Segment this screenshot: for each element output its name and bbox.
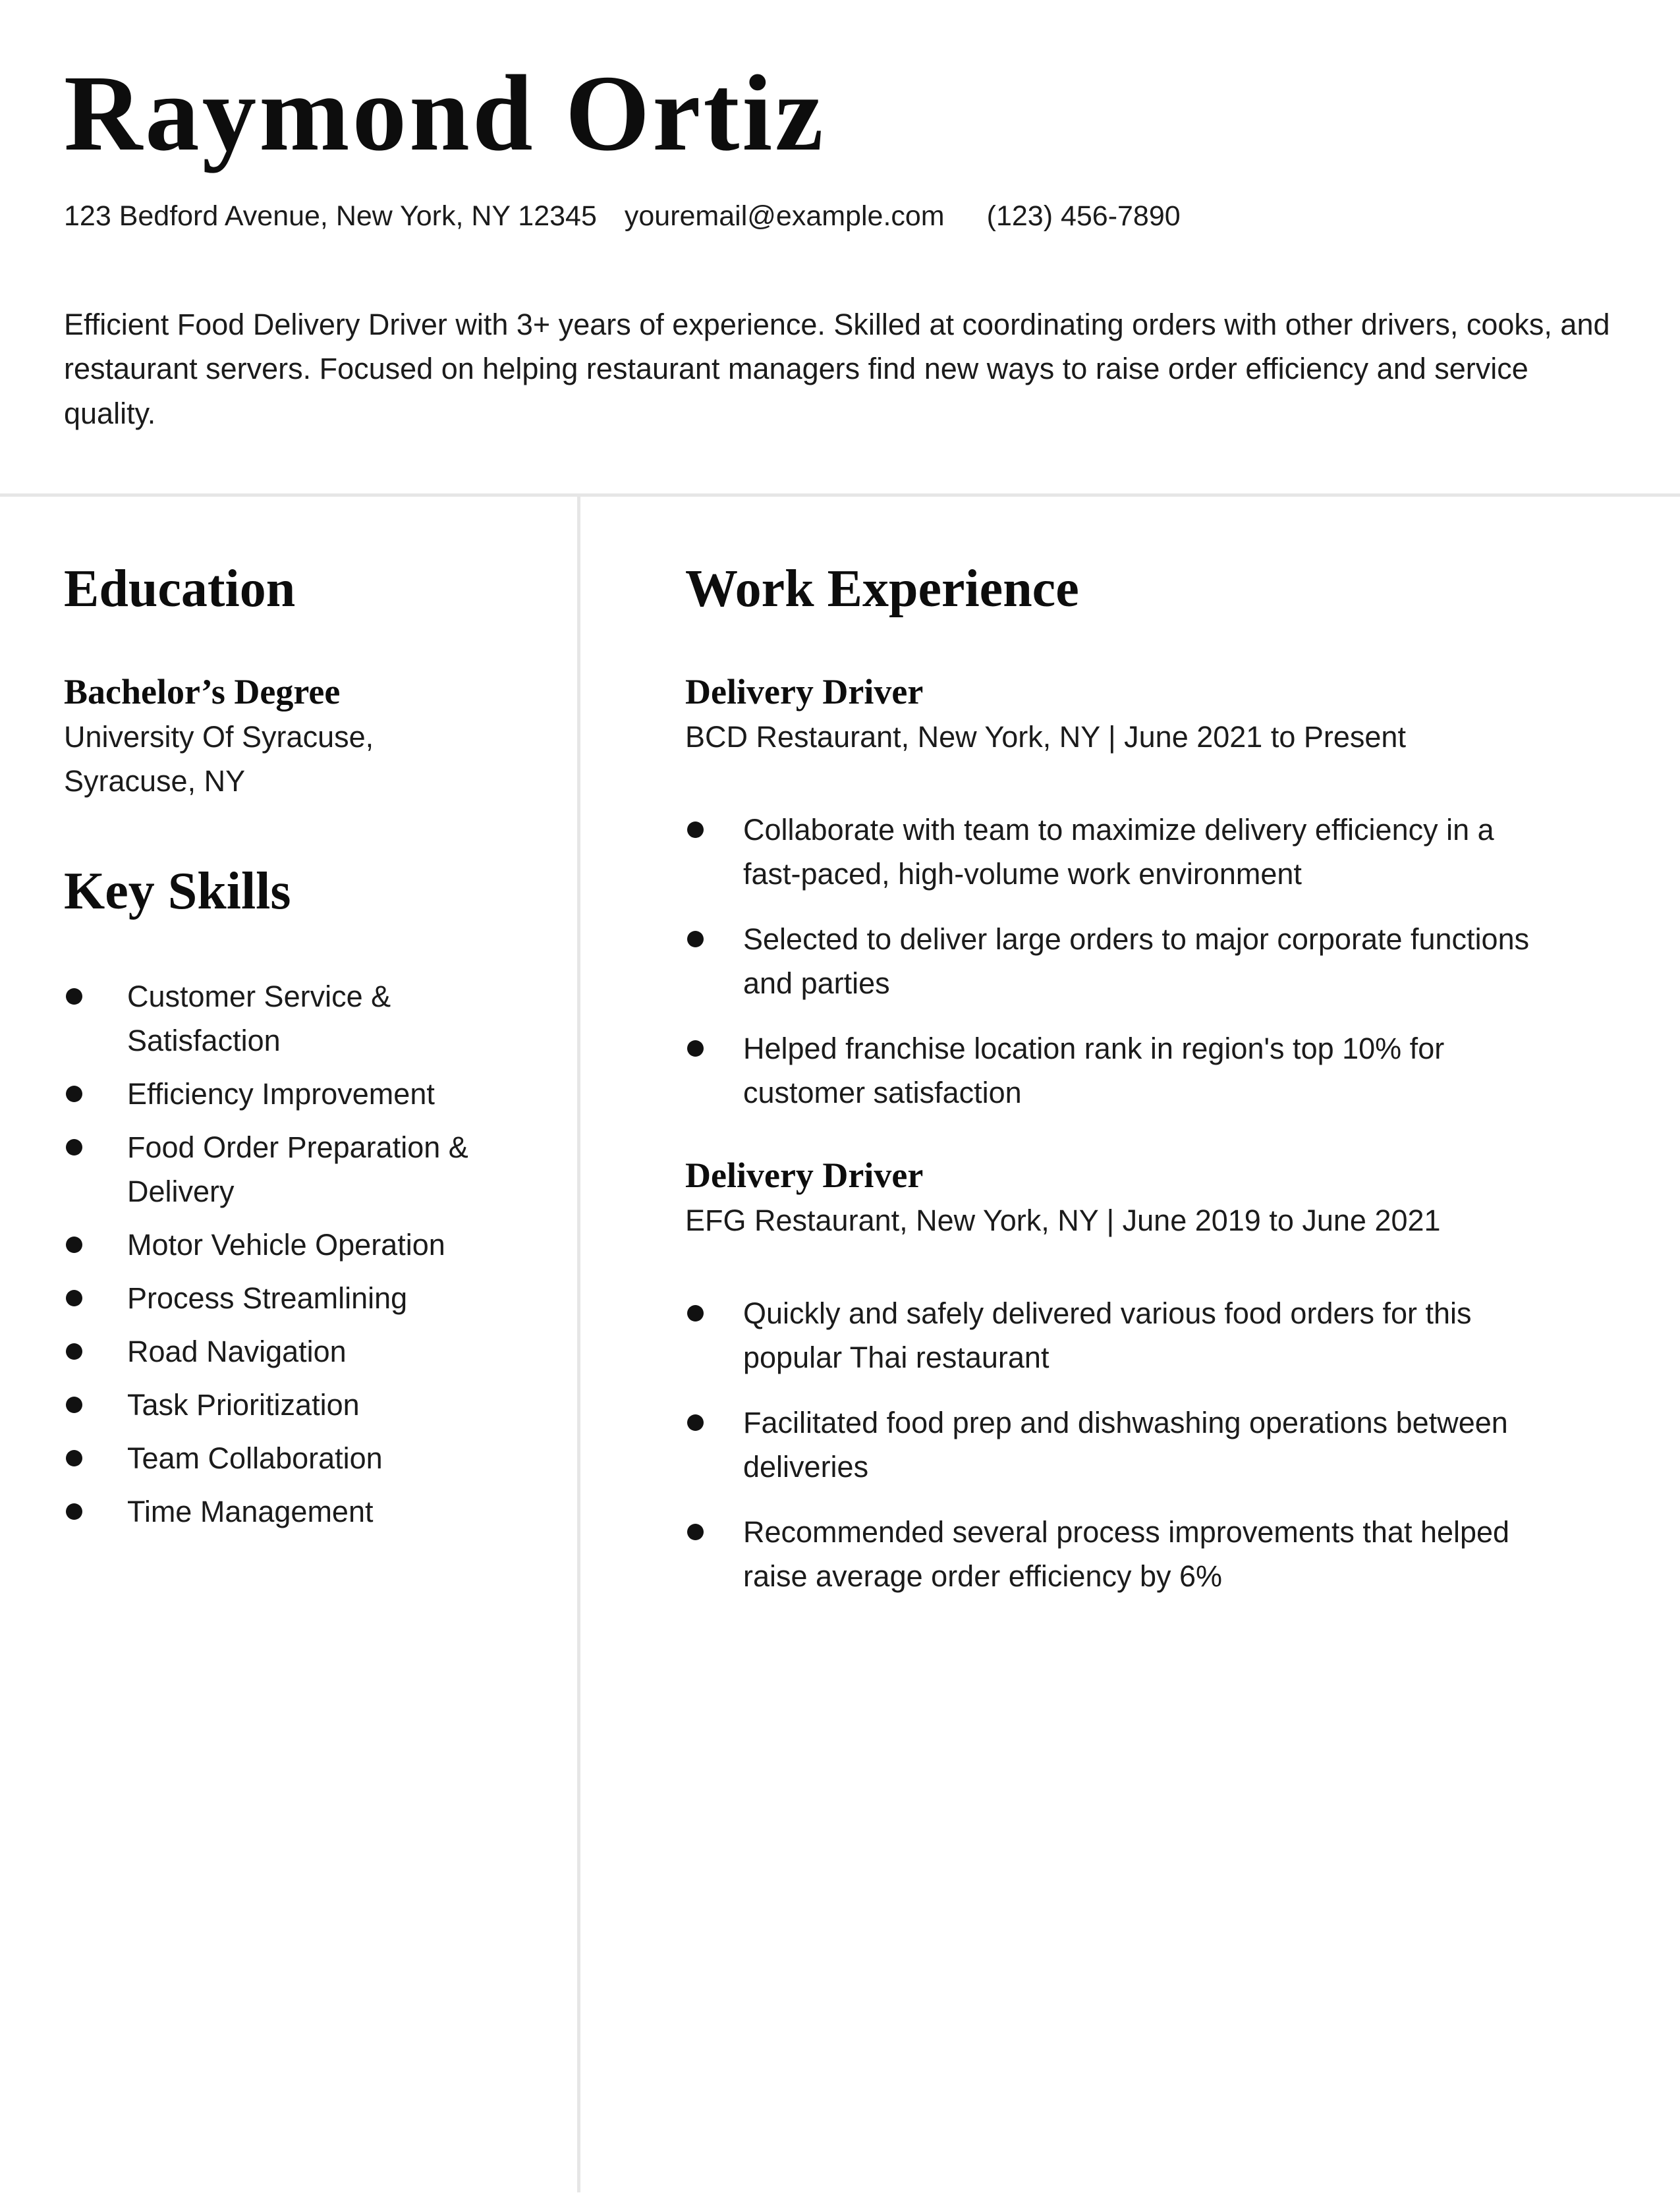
skill-item [66, 1072, 480, 1116]
job-bullet-text: Collaborate with team to maximize delivery efficiency in a fast-paced, high-volume work environment [743, 812, 1494, 891]
bullet-dot-icon [687, 1524, 704, 1540]
right-column [580, 497, 1680, 2199]
degree-title: Bachelor’s Degree [64, 672, 341, 712]
contact-phone: (123) 456-7890 [986, 200, 1181, 232]
bullet-dot-icon [66, 1397, 82, 1413]
job-bullet [687, 808, 1558, 896]
skill-label: Process Streamlining [127, 1281, 408, 1315]
job-meta: BCD Restaurant, New York, NY | June 2021 to Present [685, 719, 1406, 754]
contact-email: youremail@example.com [624, 200, 945, 232]
skill-label: Time Management [127, 1494, 374, 1528]
skill-item [66, 1276, 480, 1320]
job-title: Delivery Driver [685, 1155, 924, 1195]
bullet-dot-icon [66, 988, 82, 1005]
skill-item [66, 1436, 480, 1480]
bullet-dot-icon [66, 1450, 82, 1466]
bullet-dot-icon [66, 1503, 82, 1520]
skill-label: Customer Service & Satisfaction [127, 979, 391, 1057]
key-skills-heading: Key Skills [64, 862, 291, 920]
job-bullet [687, 1291, 1558, 1379]
skill-item [66, 1125, 480, 1213]
job-bullet-text: Recommended several process improvements that helped raise average order efficiency by 6% [743, 1515, 1510, 1593]
resume-header [0, 0, 1680, 435]
bullet-dot-icon [687, 1305, 704, 1322]
bullet-dot-icon [687, 1414, 704, 1431]
job-title: Delivery Driver [685, 672, 924, 712]
skill-label: Motor Vehicle Operation [127, 1227, 445, 1262]
job-bullet [687, 917, 1558, 1005]
job-bullet [687, 1401, 1558, 1489]
work-experience-heading: Work Experience [685, 560, 1079, 619]
job-meta: EFG Restaurant, New York, NY | June 2019 to June 2021 [685, 1203, 1441, 1237]
job-entry [685, 1154, 1558, 1598]
job-entry [685, 671, 1558, 1115]
skill-label: Team Collaboration [127, 1441, 383, 1475]
bullet-dot-icon [687, 931, 704, 947]
skill-label: Food Order Preparation & Delivery [127, 1130, 468, 1208]
bullet-dot-icon [66, 1139, 82, 1155]
person-name: Raymond Ortiz [64, 53, 826, 173]
skill-label: Task Prioritization [127, 1387, 360, 1422]
school-name: University Of Syracuse, [64, 719, 374, 754]
skill-label: Road Navigation [127, 1334, 347, 1368]
job-bullet-text: Quickly and safely delivered various food orders for this popular Thai restaurant [743, 1296, 1472, 1374]
bullet-dot-icon [687, 821, 704, 838]
contact-address: 123 Bedford Avenue, New York, NY 12345 [64, 200, 597, 232]
skill-item [66, 1223, 480, 1267]
skills-list [64, 974, 480, 1534]
skill-item [66, 1383, 480, 1427]
job-bullet-list [685, 808, 1558, 1115]
bullet-dot-icon [66, 1343, 82, 1360]
job-bullet [687, 1510, 1558, 1598]
education-section [64, 560, 480, 803]
professional-summary: Efficient Food Delivery Driver with 3+ years of experience. Skilled at coordinating orders with other drivers, cooks, and restaurant servers. Focused on helping restaurant managers find new ways to raise order efficiency and service quality. [64, 307, 1610, 430]
school-location: Syracuse, NY [64, 764, 246, 798]
bullet-dot-icon [687, 1040, 704, 1057]
bullet-dot-icon [66, 1237, 82, 1253]
job-bullet [687, 1026, 1558, 1115]
skill-label: Efficiency Improvement [127, 1076, 435, 1111]
bullet-dot-icon [66, 1086, 82, 1102]
job-bullet-text: Facilitated food prep and dishwashing operations between deliveries [743, 1405, 1508, 1484]
education-heading: Education [64, 560, 296, 619]
skill-item [66, 1489, 480, 1534]
job-bullet-list [685, 1291, 1558, 1598]
skill-item [66, 974, 480, 1063]
contact-line [64, 198, 1621, 235]
job-bullet-text: Selected to deliver large orders to major corporate functions and parties [743, 922, 1530, 1000]
skill-item [66, 1329, 480, 1374]
key-skills-section [64, 862, 480, 1534]
two-column-body [0, 497, 1680, 2199]
left-column [0, 497, 577, 2199]
bullet-dot-icon [66, 1290, 82, 1306]
job-bullet-text: Helped franchise location rank in region's top 10% for customer satisfaction [743, 1031, 1445, 1109]
work-experience-section [685, 560, 1558, 1598]
